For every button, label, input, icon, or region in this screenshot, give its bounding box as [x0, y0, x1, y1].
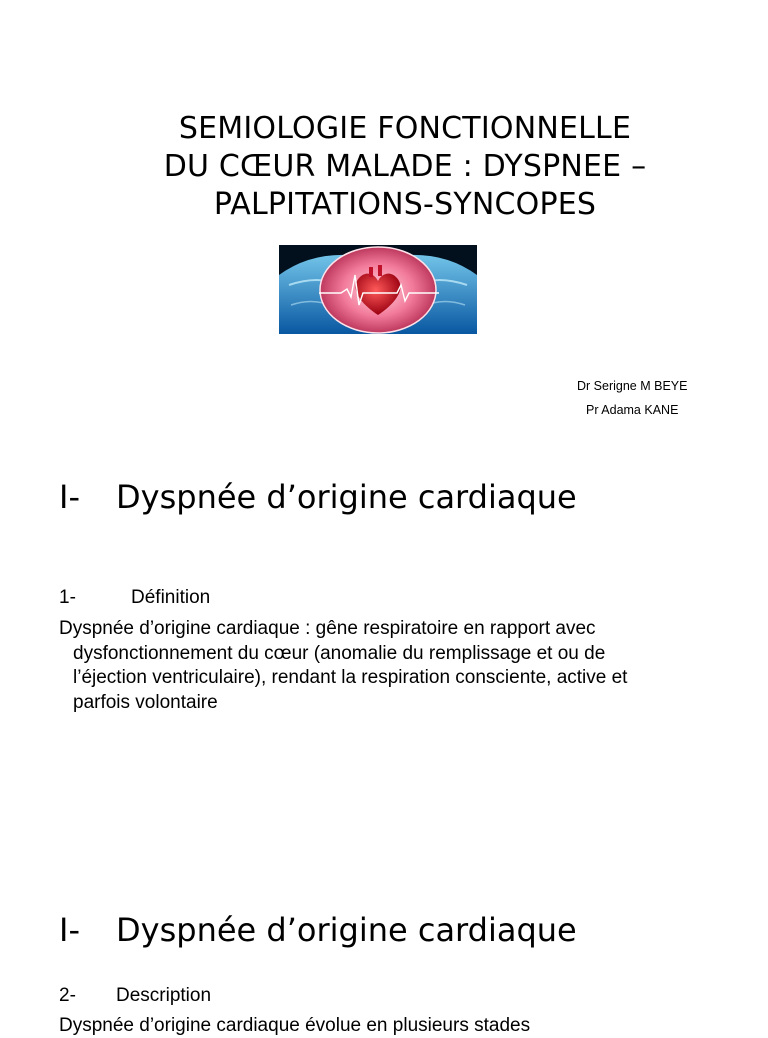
section-heading: [59, 910, 577, 950]
heart-illustration: [279, 245, 477, 334]
definition-paragraph: [59, 617, 699, 715]
subsection-heading: [59, 586, 210, 610]
subsection-title: Définition: [131, 587, 211, 608]
paragraph-line: dysfonctionnement du cœur (anomalie du remplissage et ou de: [73, 642, 606, 664]
subsection-heading: [59, 984, 211, 1008]
paragraph-line: Dyspnée d’origine cardiaque : gêne respiratoire en rapport avec: [59, 618, 596, 639]
section-title: Dyspnée d’origine cardiaque: [116, 911, 577, 949]
title-line-1: SEMIOLOGIE FONCTIONNELLE: [178, 111, 632, 146]
presentation-title: [100, 110, 710, 224]
subsection-number: 1-: [59, 587, 76, 608]
subsection-number: 2-: [59, 985, 76, 1006]
author-name: Pr Adama KANE: [586, 403, 679, 417]
title-line-3: PALPITATIONS-SYNCOPES: [213, 187, 597, 222]
title-line-2: DU CŒUR MALADE : DYSPNEE –: [163, 149, 647, 184]
author-name: Dr Serigne M BEYE: [577, 379, 688, 393]
section-number: I-: [59, 478, 80, 516]
section-heading: [59, 477, 577, 517]
section-title: Dyspnée d’origine cardiaque: [116, 478, 577, 516]
section-number: I-: [59, 911, 80, 949]
subsection-title: Description: [116, 985, 212, 1006]
paragraph-line: parfois volontaire: [73, 691, 218, 713]
paragraph-line: l’éjection ventriculaire), rendant la respiration consciente, active et: [73, 667, 628, 688]
description-paragraph: Dyspnée d’origine cardiaque évolue en plusieurs stades: [59, 1015, 531, 1036]
